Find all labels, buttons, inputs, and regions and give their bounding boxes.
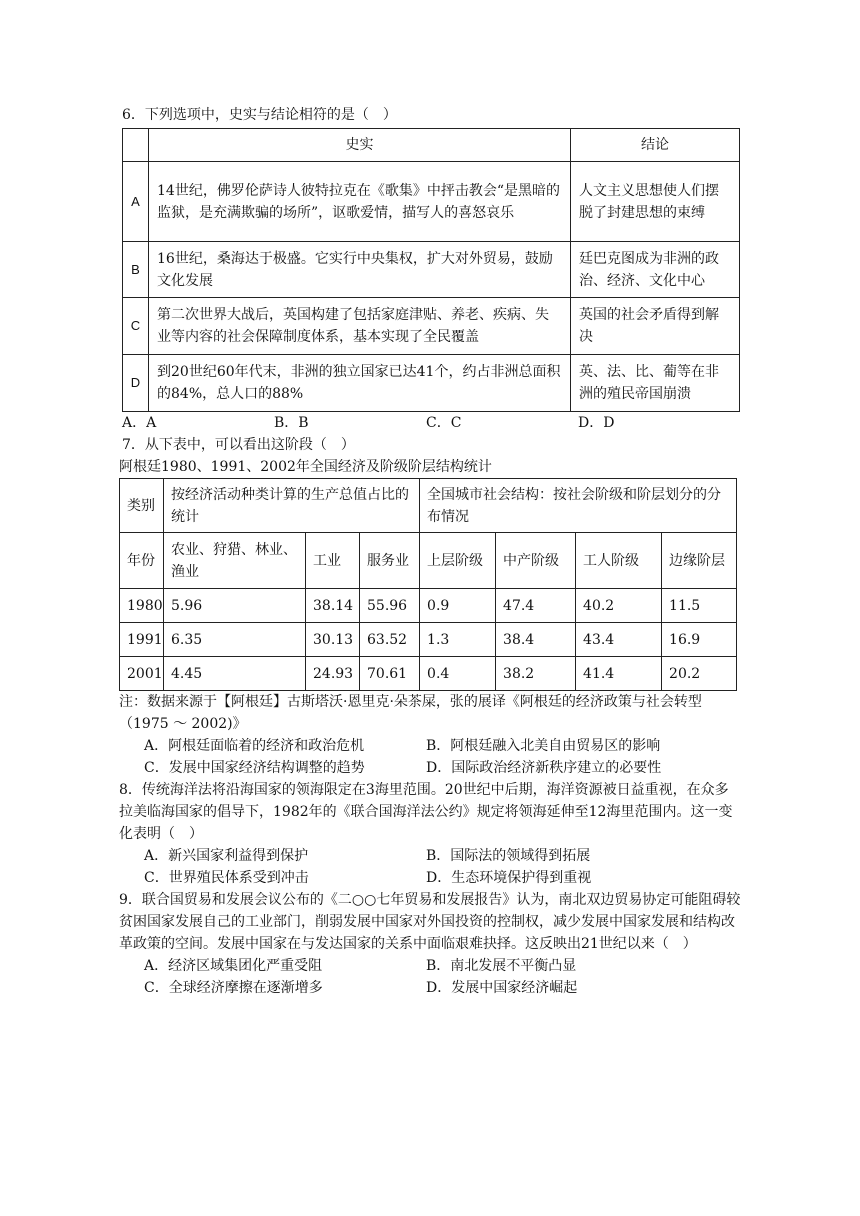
q7-data-row	[120, 623, 737, 657]
q7-cell: 40.2	[576, 589, 662, 623]
q6-row-label: D	[123, 355, 149, 412]
q6-row-c	[123, 298, 740, 355]
q7-cell: 24.93	[306, 657, 360, 691]
q6-conclusion: 英、法、比、葡等在非洲的殖民帝国崩溃	[571, 355, 740, 412]
q6-row-b	[123, 242, 740, 298]
q9-option-d[interactable]: D．发展中国家经济崛起	[426, 980, 578, 996]
q7-cell: 4.45	[164, 657, 306, 691]
q6-conclusion: 人文主义思想使人们摆脱了封建思想的束缚	[571, 162, 740, 242]
q7-header-group-economy: 按经济活动种类计算的生产总值占比的统计	[164, 479, 420, 533]
q7-cell: 11.5	[662, 589, 737, 623]
q9-options-row-1	[122, 955, 742, 977]
q7-note: 注：数据来源于【阿根廷】古斯塔沃·恩里克·朵茶屎，张的展译《阿根廷的经济政策与社会转型（1975 ～ 2002)》	[119, 694, 702, 732]
q7-table-title: 阿根廷1980、1991、2002年全国经济及阶级阶层结构统计	[119, 459, 492, 475]
q6-header-row	[123, 129, 740, 162]
q6-header-fact: 史实	[149, 129, 571, 162]
q9-stem: 9．联合国贸易和发展会议公布的《二○○七年贸易和发展报告》认为，南北双边贸易协定可能阻碍较贫困国家发展自己的工业部门，削弱发展中国家对外国投资的控制权，减少发展中国家发展和结构改革政策的空间。发展中国家在与发达国家的关系中面临艰难抉择。这反映出21世纪以来（ ）	[119, 892, 741, 952]
q8-option-b[interactable]: B．国际法的领域得到拓展	[426, 848, 591, 864]
q7-header-row-1	[120, 479, 737, 533]
q7-data-row	[120, 657, 737, 691]
q6-row-label: C	[123, 298, 149, 355]
q7-cell: 38.4	[496, 623, 576, 657]
q7-cell: 30.13	[306, 623, 360, 657]
q6-row-d	[123, 355, 740, 412]
q6-conclusion: 廷巴克图成为非洲的政治、经济、文化中心	[571, 242, 740, 298]
q9-option-c[interactable]: C．全球经济摩擦在逐渐增多	[144, 980, 323, 996]
q7-cell: 20.2	[662, 657, 737, 691]
exam-page	[119, 104, 742, 999]
q7-subheader: 工人阶级	[576, 533, 662, 589]
q7-table	[119, 478, 737, 691]
q6-option-b[interactable]: B．B	[274, 415, 309, 431]
q6-row-label: A	[123, 162, 149, 242]
q7-option-b[interactable]: B．阿根廷融入北美自由贸易区的影响	[426, 738, 661, 754]
q6-option-d[interactable]: D．D	[578, 415, 615, 431]
q7-cell: 0.4	[420, 657, 496, 691]
q7-header-year: 年份	[120, 533, 164, 589]
q7-subheader: 工业	[306, 533, 360, 589]
q6-option-a[interactable]: A．A	[122, 415, 157, 431]
q7-cell: 43.4	[576, 623, 662, 657]
q7-data-row	[120, 589, 737, 623]
q7-cell: 55.96	[360, 589, 420, 623]
q7-subheader: 上层阶级	[420, 533, 496, 589]
q6-fact: 14世纪，佛罗伦萨诗人彼特拉克在《歌集》中抨击教会“是黑暗的监狱，是充满欺骗的场所”，讴歌爱情，描写人的喜怒哀乐	[149, 162, 571, 242]
q6-conclusion: 英国的社会矛盾得到解决	[571, 298, 740, 355]
q6-row-label: B	[123, 242, 149, 298]
q8-stem: 8．传统海洋法将沿海国家的领海限定在3海里范围。20世纪中后期，海洋资源被日益重视，在众多拉美临海国家的倡导下，1982年的《联合国海洋法公约》规定将领海延伸至12海里范围内。这一变化表明（ ）	[119, 782, 733, 842]
q7-header-row-2	[120, 533, 737, 589]
q7-subheader: 农业、狩猎、林业、渔业	[164, 533, 306, 589]
q7-stem: 7．从下表中，可以看出这阶段（ ）	[122, 437, 355, 453]
q6-option-c[interactable]: C．C	[426, 415, 462, 431]
q7-cell: 41.4	[576, 657, 662, 691]
q7-cell: 70.61	[360, 657, 420, 691]
q8-option-a[interactable]: A．新兴国家利益得到保护	[144, 848, 309, 864]
q7-cell: 38.2	[496, 657, 576, 691]
q9-options-row-2	[122, 977, 742, 999]
q6-table	[122, 128, 740, 412]
q6-fact: 到20世纪60年代末，非洲的独立国家已达41个，约占非洲总面积的84%，总人口的88%	[149, 355, 571, 412]
q7-option-c[interactable]: C．发展中国家经济结构调整的趋势	[144, 760, 365, 776]
q7-options-row-1	[122, 735, 742, 757]
q6-fact: 16世纪，桑海达于极盛。它实行中央集权，扩大对外贸易，鼓励文化发展	[149, 242, 571, 298]
q8-option-c[interactable]: C．世界殖民体系受到冲击	[144, 870, 309, 886]
q7-option-d[interactable]: D．国际政治经济新秩序建立的必要性	[426, 760, 662, 776]
q7-cell: 16.9	[662, 623, 737, 657]
q7-cell: 5.96	[164, 589, 306, 623]
q7-cell: 1980	[120, 589, 164, 623]
q7-cell: 1.3	[420, 623, 496, 657]
q7-cell: 6.35	[164, 623, 306, 657]
q7-header-category: 类别	[120, 479, 164, 533]
q8-options-row-2	[122, 867, 742, 889]
q7-cell: 1991	[120, 623, 164, 657]
q6-header-blank	[123, 129, 149, 162]
q7-cell: 0.9	[420, 589, 496, 623]
q7-cell: 63.52	[360, 623, 420, 657]
q8-option-d[interactable]: D．生态环境保护得到重视	[426, 870, 592, 886]
q7-subheader: 中产阶级	[496, 533, 576, 589]
q6-stem: 6．下列选项中，史实与结论相符的是（ ）	[122, 107, 397, 123]
q7-cell: 2001	[120, 657, 164, 691]
q7-option-a[interactable]: A．阿根廷面临着的经济和政治危机	[144, 738, 365, 754]
q9-option-a[interactable]: A．经济区域集团化严重受阻	[144, 958, 323, 974]
q7-subheader: 边缘阶层	[662, 533, 737, 589]
q6-header-conclusion: 结论	[571, 129, 740, 162]
q6-row-a	[123, 162, 740, 242]
q7-options-row-2	[122, 757, 742, 779]
q6-options	[122, 412, 742, 434]
q7-cell: 47.4	[496, 589, 576, 623]
q7-cell: 38.14	[306, 589, 360, 623]
q7-header-group-society: 全国城市社会结构：按社会阶级和阶层划分的分布情况	[420, 479, 737, 533]
q9-option-b[interactable]: B．南北发展不平衡凸显	[426, 958, 577, 974]
q6-fact: 第二次世界大战后，英国构建了包括家庭津贴、养老、疾病、失业等内容的社会保障制度体系，基本实现了全民覆盖	[149, 298, 571, 355]
q8-options-row-1	[122, 845, 742, 867]
q7-subheader: 服务业	[360, 533, 420, 589]
